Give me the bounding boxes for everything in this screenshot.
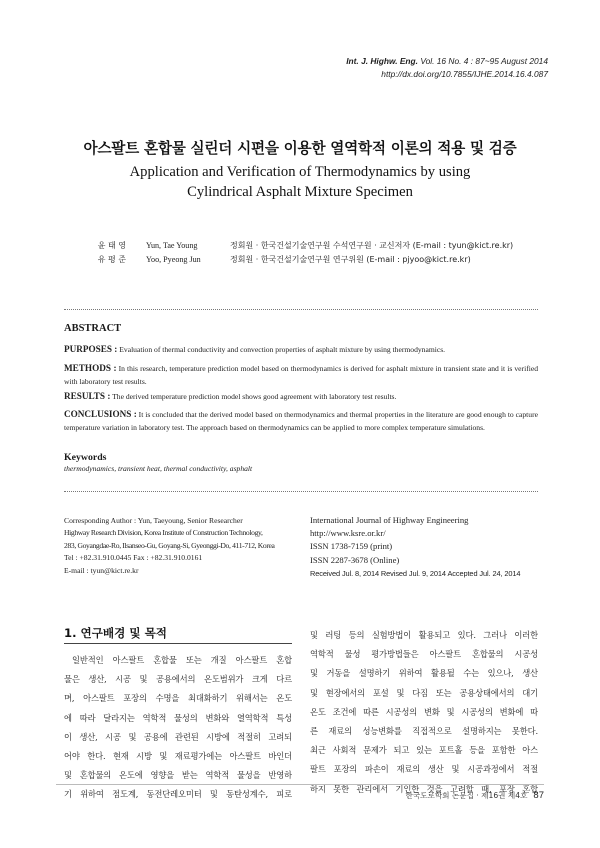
divider [64, 491, 538, 492]
body-line: 및 현장에서의 포설 및 다짐 또는 공용상태에서의 대기 [310, 687, 538, 698]
journal-volume: Vol. 16 No. 4 : 87~95 August 2014 [420, 56, 548, 66]
issn-online: ISSN 2287-3678 (Online) [310, 554, 400, 565]
body-line: 물은 생산, 시공 및 공용에서의 온도범위가 크게 다르 [64, 674, 292, 685]
author-name-ko: 윤 태 영 [97, 241, 126, 250]
body-line: 이 생산, 시공 및 공용에 관련된 시방에 적절히 고려되 [64, 731, 292, 742]
corresponding-author: Corresponding Author : Yun, Taeyoung, Senior Researcher [64, 516, 243, 525]
paper-title-english-line2: Cylindrical Asphalt Mixture Specimen [187, 184, 413, 200]
abstract-methods [64, 362, 538, 388]
purposes-label: PURPOSES : [64, 344, 118, 354]
body-line: 및 거동을 설명하기 위하여 활용될 수는 있으나, 생산 [310, 668, 538, 679]
abstract-heading: ABSTRACT [64, 323, 122, 334]
body-line: 하지 못한 관리에서 기인한 것을 고려할 때, 포장 혼합 [310, 783, 538, 794]
author-affiliation: 정회원 · 한국건설기술연구원 수석연구원 · 교신저자 (E-mail : tyun@kict.re.kr) [230, 241, 514, 250]
body-line: 며, 아스팔트 포장의 수명을 최대화하기 위해서는 온도 [64, 693, 292, 704]
body-line: 어야 한다. 현재 시방 및 재료평가에는 아스팔트 바인더 [64, 751, 292, 762]
body-line: 온도 조건에 따른 시공성의 변화 및 시공성의 변화에 따 [310, 706, 538, 717]
abstract-conclusions [64, 408, 538, 434]
body-line: 및 러팅 등의 실험방법이 활용되고 있다. 그러나 이러한 [310, 630, 538, 640]
keywords-heading: Keywords [64, 452, 107, 463]
journal-name: Int. J. Highw. Eng. [346, 56, 418, 66]
journal-full-name: International Journal of Highway Engineering [310, 515, 469, 525]
body-line: 역학적 물성 평가방법들은 아스팔트 혼합물의 시공성 [310, 649, 538, 660]
received-dates: Received Jul. 8, 2014 Revised Jul. 9, 2014 Accepted Jul. 24, 2014 [310, 568, 521, 578]
paper-title-korean: 아스팔트 혼합물 실린더 시편을 이용한 열역학적 이론의 적용 및 검증 [83, 140, 517, 157]
methods-label: METHODS : [64, 363, 117, 373]
body-column-left [64, 651, 292, 805]
footer-rule [56, 784, 544, 785]
journal-publication-info [310, 514, 520, 580]
journal-doi[interactable]: http://dx.doi.org/10.7855/IJHE.2014.16.4.087 [381, 69, 548, 79]
body-line: 일반적인 아스팔트 혼합물 또는 개질 아스팔트 혼합 [72, 655, 292, 665]
author-name-en: Yoo, Pyeong Jun [146, 255, 201, 264]
conclusions-label: CONCLUSIONS : [64, 409, 137, 419]
journal-url[interactable]: http://www.ksre.or.kr/ [310, 528, 386, 539]
journal-citation [346, 55, 548, 81]
body-line: 른 재료의 성능변화를 직접적으로 설명하지는 못한다. [310, 726, 538, 737]
abstract-results [64, 390, 538, 404]
issn-print: ISSN 1738-7159 (print) [310, 541, 393, 552]
corresponding-author-block [64, 515, 275, 577]
author-affiliation: 정회원 · 한국건설기술연구원 연구위원 (E-mail : pjyoo@kict.re.kr) [230, 255, 471, 264]
author-name-ko: 유 평 준 [97, 255, 126, 264]
author-korean-names [93, 239, 126, 267]
purposes-text: Evaluation of thermal conductivity and convection properties of asphalt mixture by using thermodynamics. [117, 345, 446, 354]
page-number: 87 [533, 790, 544, 801]
body-column-right [310, 626, 538, 799]
results-label: RESULTS : [64, 391, 111, 401]
keywords-text: thermodynamics, transient heat, thermal conductivity, asphalt [64, 464, 253, 473]
section-title: 1. 연구배경 및 목적 [64, 626, 167, 640]
results-text: The derived temperature prediction model shows good agreement with laboratory test results. [110, 392, 397, 401]
divider [64, 309, 538, 310]
section-rule [64, 643, 292, 644]
body-line: 최근 사회적 문제가 되고 있는 포트홀 등을 포함한 아스 [310, 745, 538, 756]
footer-journal-issue: 한국도로학회 논문집 · 제16권 제4호 [405, 791, 528, 800]
body-line: 기 위하여 점도계, 동전단레오미터 및 동탄성계수, 피로 [64, 789, 292, 800]
author-english-names [146, 239, 201, 267]
paper-title-english [0, 162, 600, 202]
methods-text: In this research, temperature prediction model based on thermodynamics is derived for asphalt mixture in transient state and it is verified with laboratory test results. [64, 364, 538, 386]
author-name-en: Yun, Tae Young [146, 241, 198, 250]
abstract-purposes [64, 343, 538, 357]
corresponding-email[interactable]: E-mail : tyun@kict.re.kr [64, 565, 139, 575]
corresponding-phone: Tel : +82.31.910.0445 Fax : +82.31.910.0161 [64, 553, 203, 563]
page-footer [405, 790, 544, 801]
body-line: 및 혼합물의 온도에 영향을 받는 역학적 물성을 반영하 [64, 770, 292, 781]
corresponding-division: Highway Research Division, Korea Institute of Construction Technology, [64, 528, 263, 538]
body-line: 에 따라 달라지는 역학적 물성의 변화와 열역학적 특성 [64, 712, 292, 723]
body-line: 팔트 포장의 파손이 재료의 생산 및 시공과정에서 적절 [310, 764, 538, 775]
paper-title-english-line1: Application and Verification of Thermodynamics by using [129, 164, 471, 180]
corresponding-address: 283, Goyangdae-Ro, Ilsanseo-Gu, Goyang-Si, Gyeonggi-Do, 411-712, Korea [64, 540, 275, 550]
author-affiliations [230, 239, 513, 267]
conclusions-text: It is concluded that the derived model based on thermodynamics and thermal properties in the literature are good enough to capture temperature variation in laboratory test. The approach based on thermodynamics can be applied to more complex temperature simulations. [64, 410, 538, 432]
